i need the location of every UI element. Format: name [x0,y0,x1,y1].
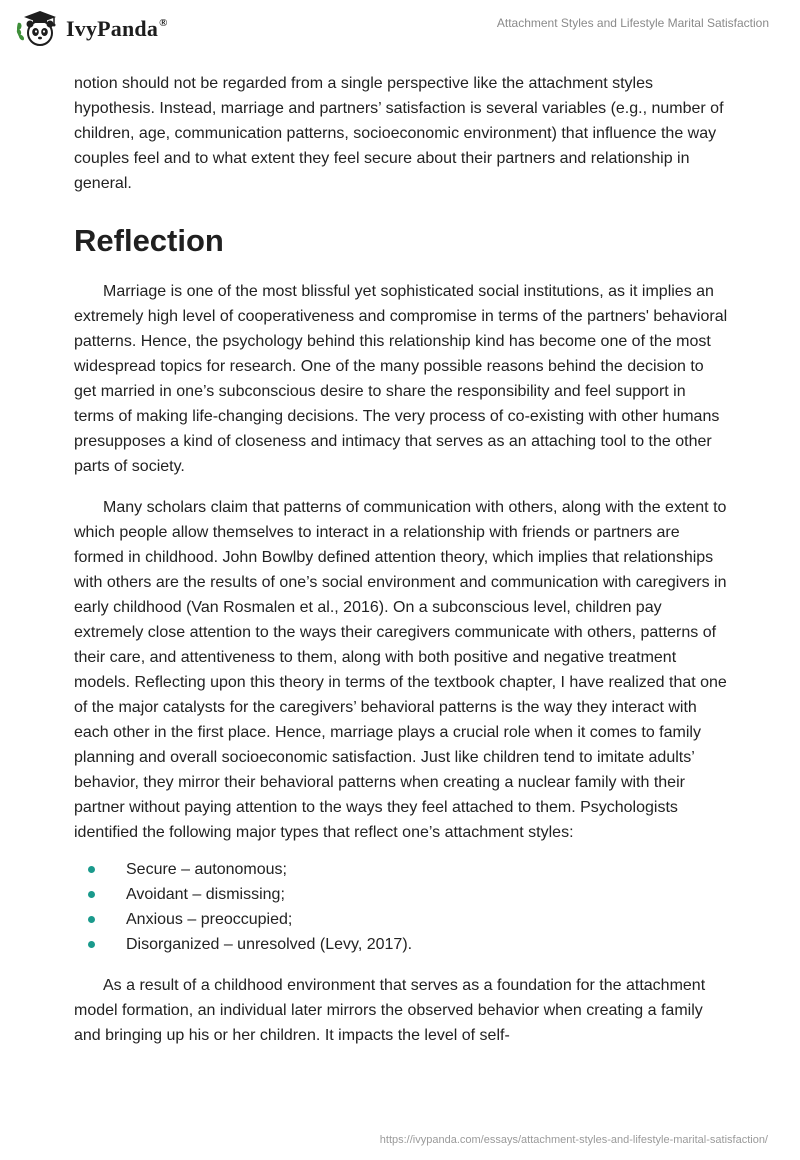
brand-name: IvyPanda® [66,16,168,41]
list-item: Disorganized – unresolved (Levy, 2017). [74,932,728,957]
attachment-types-list [74,857,728,957]
source-url-link[interactable]: https://ivypanda.com/essays/attachment-styles-and-lifestyle-marital-satisfaction/ [379,1134,768,1146]
bullet-dot-icon [88,891,95,898]
paragraph-closing: As a result of a childhood environment that serves as a foundation for the attachment model formation, an individual later mirrors the observed behavior when creating a family and bringing up his or her children. It impacts the level of self- [74,977,706,1044]
paragraph-marriage: Marriage is one of the most blissful yet sophisticated social institutions, as it implies an extremely high level of cooperativeness and compromise in terms of the partners' behavioral patterns. Hence, the psychology behind this relationship kind has become one of the most widespread topics for research. One of the many possible reasons behind the decision to get married in one’s subconscious desire to share the responsibility and feel support in terms of making life-changing decisions. The very process of co-existing with other humans presupposes a kind of closeness and intimacy that serves as an attaching tool to the other parts of society. [74,283,728,475]
bullet-dot-icon [88,916,95,923]
registered-mark: ® [159,16,168,29]
essay-body [74,71,728,1048]
section-heading-reflection: Reflection [74,223,224,258]
intro-paragraph: notion should not be regarded from a single perspective like the attachment styles hypothesis. Instead, marriage and partners’ satisfaction is several variables (e.g., number of children, age, communication patterns, socioeconomic environment) that influence the way couples feel and to what extent they feel secure about their partners and relationship in general. [74,75,724,192]
ivypanda-logo[interactable] [16,9,168,49]
page-header [0,0,800,60]
list-item: Avoidant – dismissing; [74,882,728,907]
bullet-dot-icon [88,866,95,873]
list-item: Secure – autonomous; [74,857,728,882]
list-item: Anxious – preoccupied; [74,907,728,932]
running-title: Attachment Styles and Lifestyle Marital Satisfaction [496,16,769,30]
bullet-dot-icon [88,941,95,948]
paragraph-communication-patterns: Many scholars claim that patterns of communication with others, along with the extent to which people allow themselves to interact in a relationship with friends or partners are formed in childhood. John Bowlby defined attention theory, which implies that relationships with others are the results of one’s social environment and communication with caregivers in early childhood (Van Rosmalen et al., 2016). On a subconscious level, children pay extremely close attention to the ways their caregivers communicate with others, patterns of their care, and attentiveness to them, along with both positive and negative treatment models. Reflecting upon this theory in terms of the textbook chapter, I have realized that one of the major catalysts for the caregivers’ behavioral patterns is the way they interact with each other in the first place. Hence, marriage plays a crucial role when it comes to family planning and overall socioeconomic satisfaction. Just like children tend to imitate adults’ behavior, they mirror their behavioral patterns when creating a nuclear family with their partner without paying attention to the ways they feel attached to them. Psychologists identified the following major types that reflect one’s attachment styles: [74,499,727,841]
panda-graduate-icon [16,9,60,49]
